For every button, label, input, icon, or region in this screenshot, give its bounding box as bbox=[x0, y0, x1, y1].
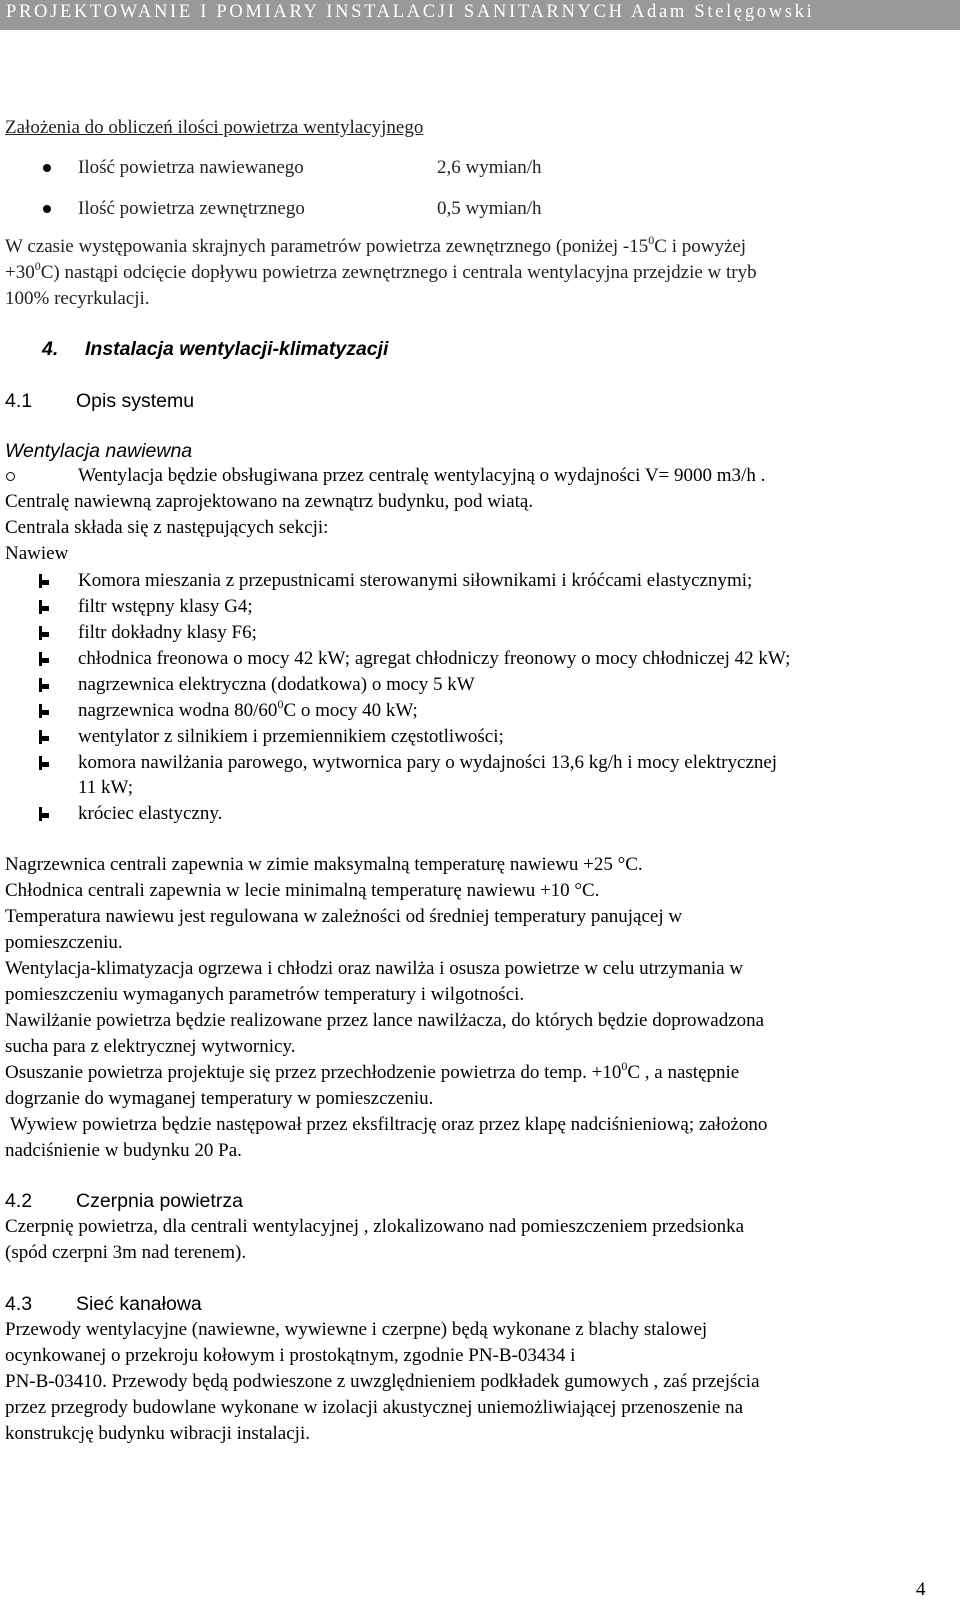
flag-bullet-icon bbox=[38, 652, 50, 666]
assumptions-paragraph-line: $+30^0C$) nastąpi odcięcie dopływu powietrza zewnętrznego i centrala wentylacyjna przejdzie w tryb bbox=[5, 259, 757, 283]
body-line: Chłodnica centrali zapewnia w lecie minimalną temperaturę nawiewu +10 °C. bbox=[5, 880, 600, 901]
section-4-1-title: Opis systemu bbox=[76, 390, 195, 412]
flag-bullet-icon bbox=[38, 807, 50, 821]
body-line: ocynkowanej o przekroju kołowym i prostokątnym, zgodnie PN-B-03434 i bbox=[5, 1345, 576, 1366]
section-list-item: komora nawilżania parowego, wytwornica pary o wydajności 13,6 kg/h i mocy elektrycznej bbox=[78, 752, 778, 773]
section-list-item: nagrzewnica wodna $80/60^0C$ o mocy 40 kW; bbox=[78, 697, 418, 721]
section-list-item: chłodnica freonowa o mocy 42 kW; agregat chłodniczy freonowy o mocy chłodniczej 42 kW; bbox=[78, 648, 791, 669]
body-line: Nawilżanie powietrza będzie realizowane przez lance nawilżacza, do których będzie doprowadzona bbox=[5, 1010, 765, 1031]
section-list-item: Komora mieszania z przepustnicami sterowanymi siłownikami i króćcami elastycznymi; bbox=[78, 570, 753, 591]
assumption-label: Ilość powietrza zewnętrznego bbox=[78, 198, 305, 219]
body-line: nadciśnienie w budynku 20 Pa. bbox=[5, 1140, 242, 1161]
body-line: pomieszczeniu wymaganych parametrów temperatury i wilgotności. bbox=[5, 984, 525, 1005]
section-list-item-continuation: 11 kW; bbox=[78, 777, 134, 798]
section-4-2-number: 4.2 bbox=[5, 1190, 33, 1212]
page-number: 4 bbox=[916, 1579, 926, 1600]
flag-bullet-icon bbox=[38, 730, 50, 744]
section-4-3-title: Sieć kanałowa bbox=[76, 1293, 202, 1315]
body-line: pomieszczeniu. bbox=[5, 932, 123, 953]
flag-bullet-icon bbox=[38, 600, 50, 614]
body-line: Centralę nawiewną zaprojektowano na zewnątrz budynku, pod wiatą. bbox=[5, 491, 534, 512]
body-line: sucha para z elektrycznej wytwornicy. bbox=[5, 1036, 296, 1057]
body-line: Czerpnię powietrza, dla centrali wentylacyjnej , zlokalizowano nad pomieszczeniem przedsionka bbox=[5, 1216, 745, 1237]
section-list-item: filtr wstępny klasy G4; bbox=[78, 596, 253, 617]
flag-bullet-icon bbox=[38, 626, 50, 640]
body-line: dogrzanie do wymaganej temperatury w pomieszczeniu. bbox=[5, 1088, 434, 1109]
body-line: Przewody wentylacyjne (nawiewne, wywiewne i czerpne) będą wykonane z blachy stalowej bbox=[5, 1319, 708, 1340]
flag-bullet-icon bbox=[38, 756, 50, 770]
body-line: Osuszanie powietrza projektuje się przez przechłodzenie powietrza do temp. $+10^0C$ , a następnie bbox=[5, 1059, 740, 1083]
body-line: (spód czerpni 3m nad terenem). bbox=[5, 1242, 247, 1263]
section-4-1-number: 4.1 bbox=[5, 390, 33, 412]
section-list-item: wentylator z silnikiem i przemiennikiem częstotliwości; bbox=[78, 726, 504, 747]
flag-bullet-icon bbox=[38, 678, 50, 692]
body-line: Nawiew bbox=[5, 543, 69, 564]
assumption-label: Ilość powietrza nawiewanego bbox=[78, 157, 304, 178]
circle-list-item: Wentylacja będzie obsługiwana przez centralę wentylacyjną o wydajności V= 9000 m3/h . bbox=[78, 465, 766, 486]
body-line: PN-B-03410. Przewody będą podwieszone z uwzględnieniem podkładek gumowych , zaś przejścia bbox=[5, 1371, 760, 1392]
section-list-item: filtr dokładny klasy F6; bbox=[78, 622, 257, 643]
section-list-item: króciec elastyczny. bbox=[78, 803, 223, 824]
body-line: Nagrzewnica centrali zapewnia w zimie maksymalną temperaturę nawiewu +25 °C. bbox=[5, 854, 643, 875]
body-line: Wentylacja-klimatyzacja ogrzewa i chłodzi oraz nawilża i osusza powietrze w celu utrzymania w bbox=[5, 958, 744, 979]
body-line: przez przegrody budowlane wykonane w izolacji akustycznej uniemożliwiającej przenoszenie na bbox=[5, 1397, 744, 1418]
assumptions-title: Założenia do obliczeń ilości powietrza wentylacyjnego bbox=[5, 117, 424, 138]
body-line: Wywiew powietrza będzie następował przez eksfiltrację oraz przez klapę nadciśnieniową; założono bbox=[10, 1114, 768, 1135]
body-line: konstrukcję budynku wibracji instalacji. bbox=[5, 1423, 310, 1444]
assumption-value: 2,6 wymian/h bbox=[437, 157, 542, 178]
circle-bullet-icon bbox=[6, 472, 15, 481]
section-4-3-number: 4.3 bbox=[5, 1293, 33, 1315]
section-list-item: nagrzewnica elektryczna (dodatkowa) o mocy 5 kW bbox=[78, 674, 475, 695]
body-line: Temperatura nawiewu jest regulowana w zależności od średniej temperatury panującej w bbox=[5, 906, 683, 927]
bullet-icon bbox=[43, 205, 51, 213]
section-4-2-title: Czerpnia powietrza bbox=[76, 1190, 243, 1212]
assumptions-paragraph-line: W czasie występowania skrajnych parametrów powietrza zewnętrznego (poniżej $-15^0C$ i powyżej bbox=[5, 233, 747, 257]
section-4-number: 4. bbox=[42, 338, 59, 360]
body-line: Centrala składa się z następujących sekcji: bbox=[5, 517, 329, 538]
flag-bullet-icon bbox=[38, 704, 50, 718]
header-title: PROJEKTOWANIE I POMIARY INSTALACJI SANITARNYCH Adam Stelęgowski bbox=[6, 2, 815, 22]
section-4-title: Instalacja wentylacji-klimatyzacji bbox=[85, 338, 389, 360]
bullet-icon bbox=[43, 164, 51, 172]
assumption-value: 0,5 wymian/h bbox=[437, 198, 542, 219]
page-header bbox=[0, 0, 960, 30]
subsection-title: Wentylacja nawiewna bbox=[5, 440, 193, 462]
assumptions-paragraph-line: 100% recyrkulacji. bbox=[5, 288, 150, 309]
flag-bullet-icon bbox=[38, 574, 50, 588]
